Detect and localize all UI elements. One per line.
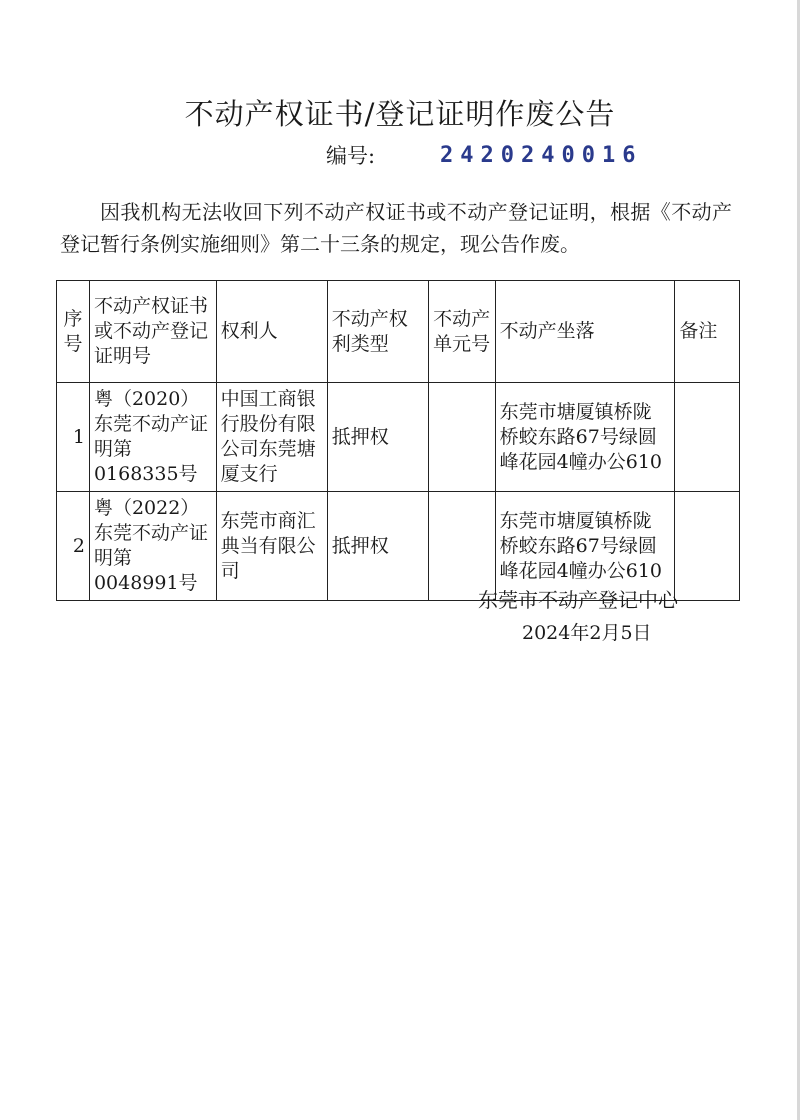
document-title: 不动产权证书/登记证明作废公告 [184,97,616,131]
row-cert: 粤（2022）东莞不动产证明第0048991号 [89,492,216,601]
issuing-organization: 东莞市不动产登记中心 [478,588,678,612]
row-holder: 中国工商银行股份有限公司东莞塘厦支行 [216,383,327,492]
row-type: 抵押权 [327,492,428,601]
header-unit: 不动产单元号 [429,281,496,383]
row-location: 东莞市塘厦镇桥陇桥蛟东路67号绿圆峰花园4幢办公610 [495,492,675,601]
header-seq: 序号 [57,281,90,383]
row-seq: 2 [57,492,90,601]
header-type: 不动产权利类型 [327,281,428,383]
row-location: 东莞市塘厦镇桥陇桥蛟东路67号绿圆峰花园4幢办公610 [495,383,675,492]
row-type: 抵押权 [327,383,428,492]
header-holder: 权利人 [216,281,327,383]
void-certificate-table [56,280,740,601]
row-seq: 1 [57,383,90,492]
number-label: 编号: [326,144,376,168]
row-unit [429,383,496,492]
header-note: 备注 [675,281,740,383]
row-note [675,383,740,492]
header-cert: 不动产权证书或不动产登记证明号 [89,281,216,383]
row-cert: 粤（2020）东莞不动产证明第0168335号 [89,383,216,492]
row-note [675,492,740,601]
header-location: 不动产坐落 [495,281,675,383]
row-holder: 东莞市商汇典当有限公司 [216,492,327,601]
intro-paragraph: 因我机构无法收回下列不动产权证书或不动产登记证明，根据《不动产登记暂行条例实施细则》第二十三条的规定，现公告作废。 [60,200,732,256]
table-header-row [57,281,740,383]
number-value: 2420240016 [440,143,643,168]
table-row [57,383,740,492]
issue-date: 2024年2月5日 [522,622,652,644]
